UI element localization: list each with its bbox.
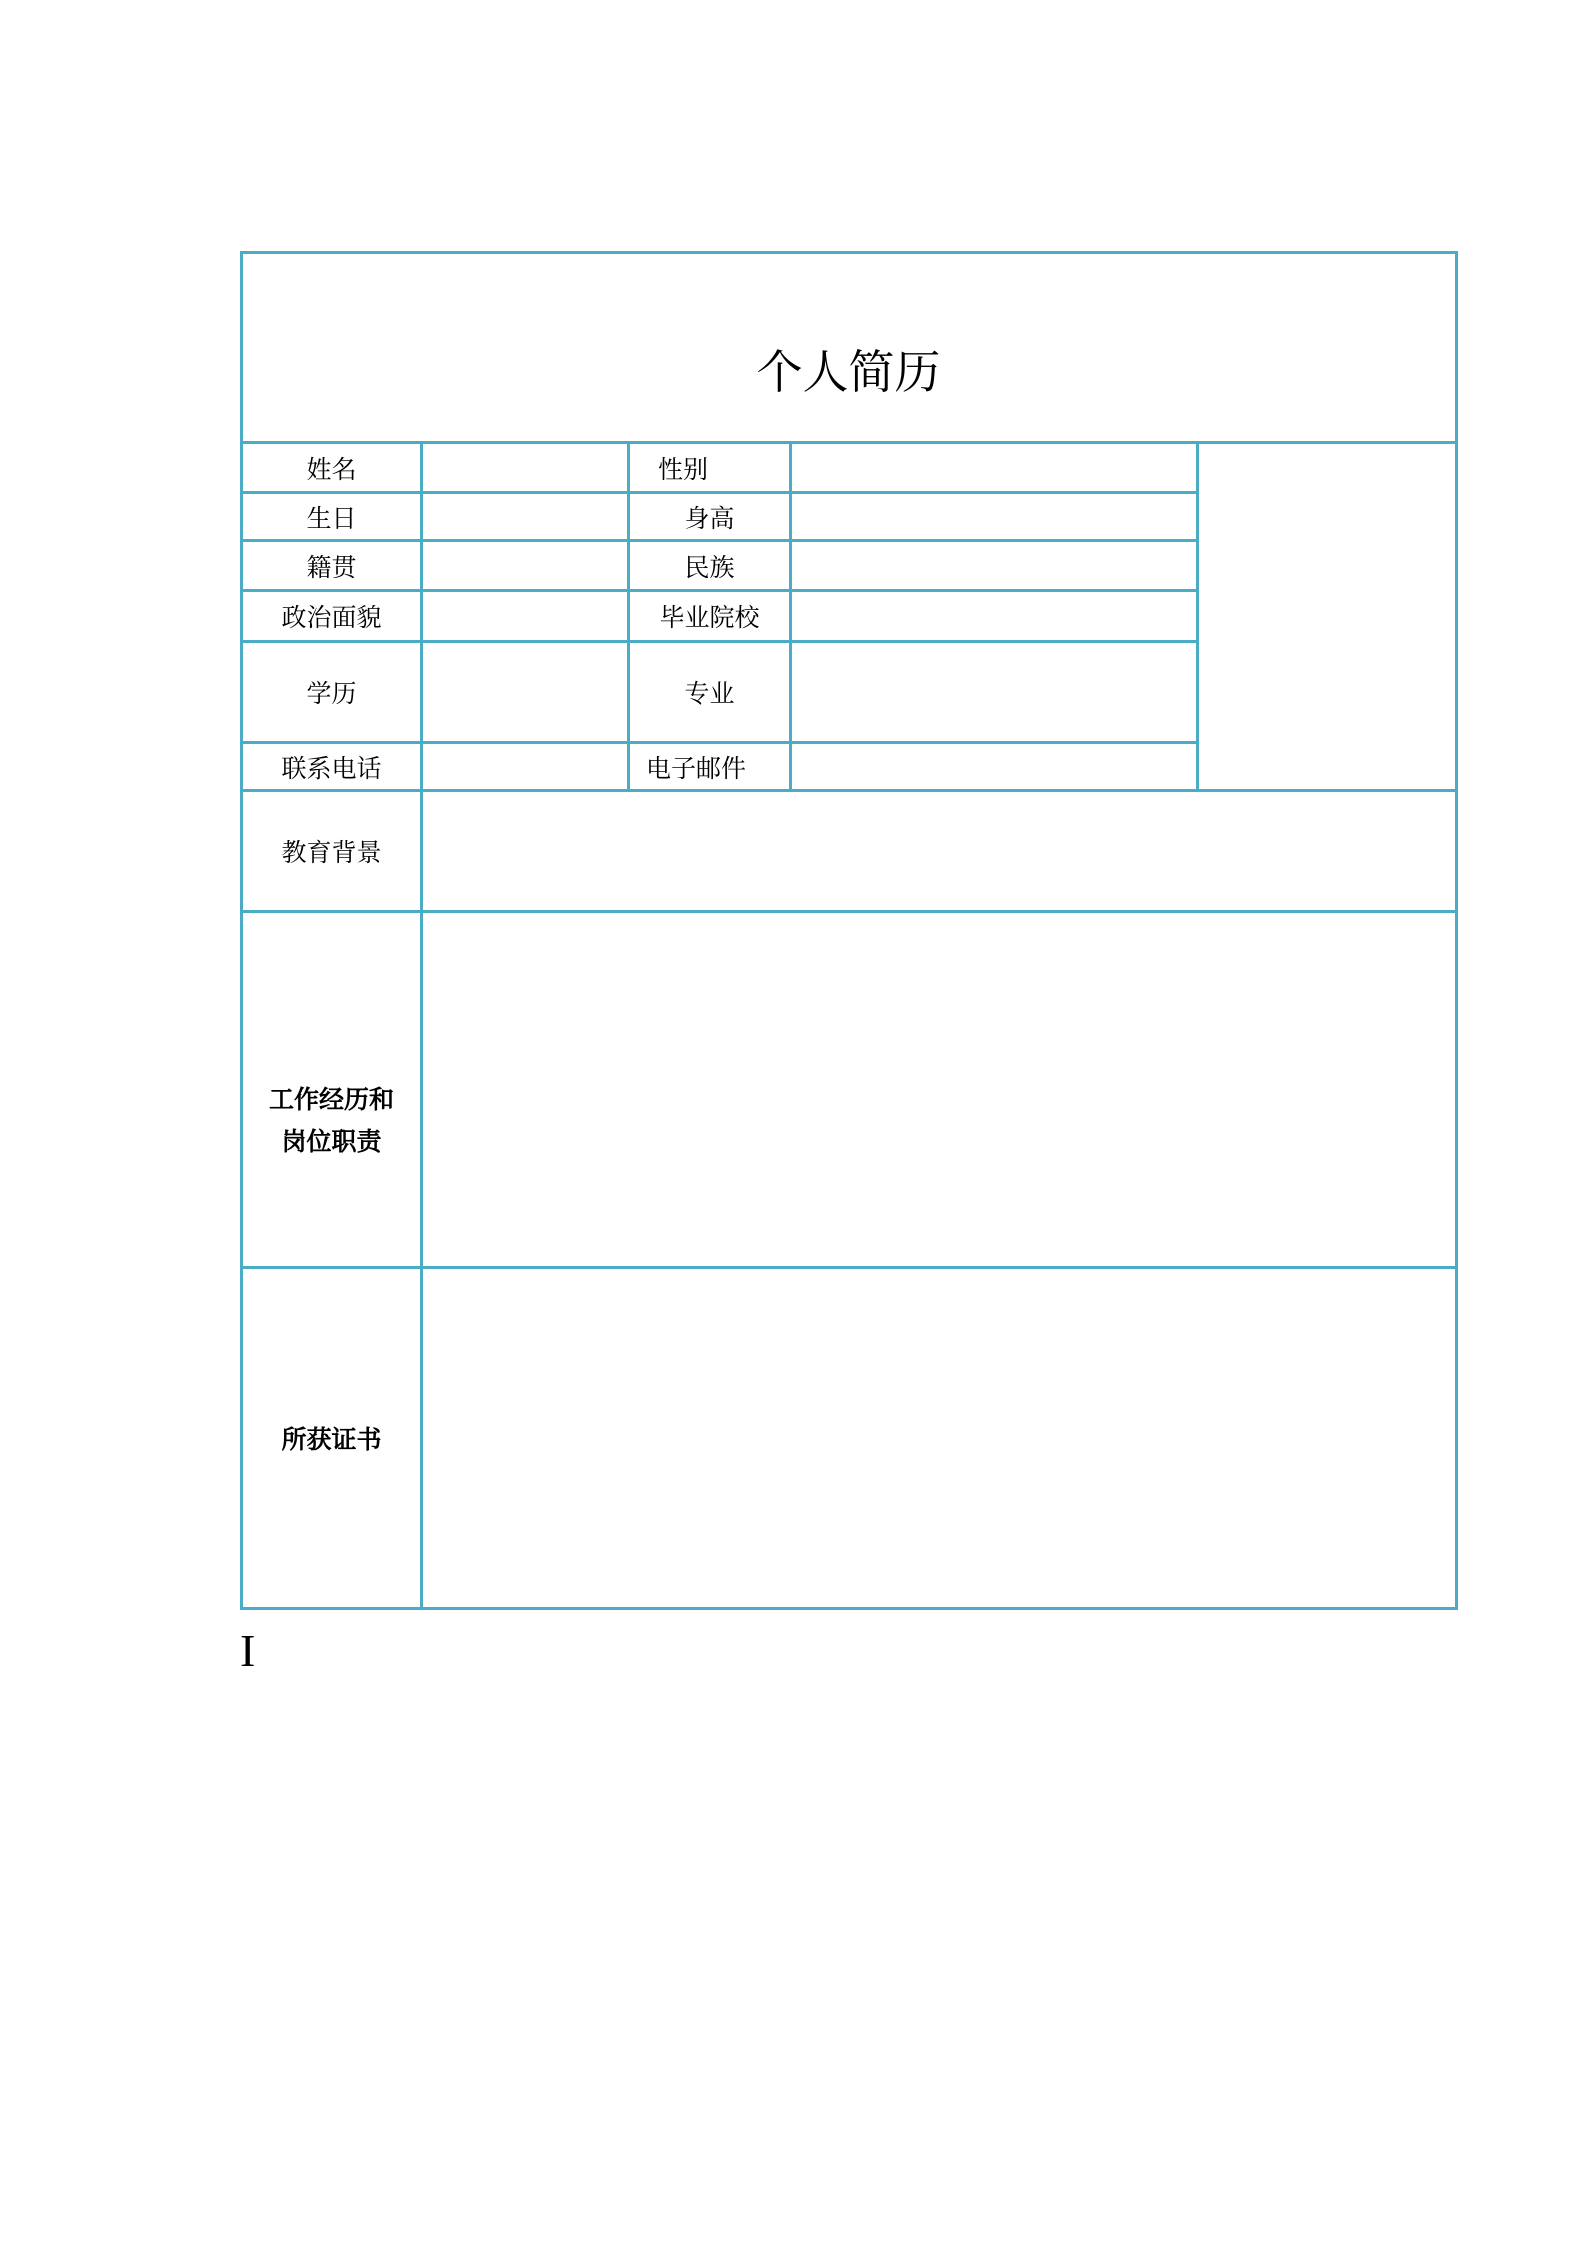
certificates-field[interactable] xyxy=(423,1269,1455,1607)
work-experience-field[interactable] xyxy=(423,913,1455,1266)
major-field[interactable] xyxy=(792,643,1196,741)
label-work-experience xyxy=(243,913,420,1163)
label-name: 姓名 xyxy=(306,454,357,484)
label-hometown: 籍贯 xyxy=(306,552,357,582)
label-work-line1: 工作经历和 xyxy=(268,1085,394,1114)
hometown-field[interactable] xyxy=(423,542,627,589)
photo-cell[interactable] xyxy=(1199,444,1455,789)
name-field[interactable] xyxy=(423,444,627,491)
label-ethnicity: 民族 xyxy=(684,552,735,582)
phone-field[interactable] xyxy=(423,744,627,789)
text-cursor: I xyxy=(240,1625,256,1676)
page-title: 个人简历 xyxy=(756,345,941,399)
label-graduate-school: 毕业院校 xyxy=(659,603,760,632)
label-education-level: 学历 xyxy=(306,679,357,708)
education-level-field[interactable] xyxy=(423,643,627,741)
education-background-field[interactable] xyxy=(423,792,1455,910)
ethnicity-field[interactable] xyxy=(792,542,1196,589)
height-field[interactable] xyxy=(792,494,1196,539)
label-gender: 性别 xyxy=(658,454,709,484)
label-height: 身高 xyxy=(684,503,735,533)
label-phone: 联系电话 xyxy=(281,753,382,783)
label-political-status: 政治面貌 xyxy=(281,603,382,632)
political-status-field[interactable] xyxy=(423,592,627,640)
label-birthday: 生日 xyxy=(306,503,357,533)
table-border-right xyxy=(1455,251,1458,1610)
graduate-school-field[interactable] xyxy=(792,592,1196,640)
label-certificates: 所获证书 xyxy=(281,1425,382,1454)
gender-field[interactable] xyxy=(792,444,1196,491)
label-email: 电子邮件 xyxy=(646,753,747,783)
email-field[interactable] xyxy=(792,744,1196,789)
label-work-line2: 岗位职责 xyxy=(281,1127,382,1156)
birthday-field[interactable] xyxy=(423,494,627,539)
label-education-background: 教育背景 xyxy=(281,838,382,867)
label-major: 专业 xyxy=(684,679,735,708)
